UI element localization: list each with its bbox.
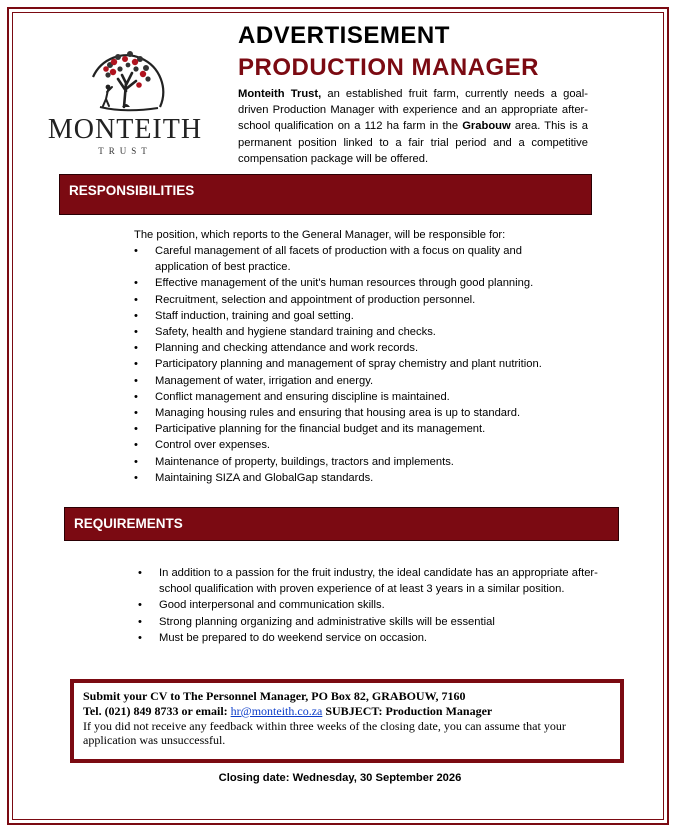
- logo-name: MONTEITH: [47, 114, 203, 145]
- list-item: • Strong planning organizing and administrative skills will be essential: [138, 615, 495, 628]
- list-item: • Maintenance of property, buildings, tractors and implements.: [134, 455, 454, 468]
- requirements-heading: REQUIREMENTS: [64, 507, 619, 541]
- list-item: • Planning and checking attendance and work records.: [134, 342, 419, 355]
- list-item: • Participative planning for the financial budget and its management.: [134, 423, 486, 436]
- responsibilities-heading: RESPONSIBILITIES: [59, 174, 592, 215]
- intro-text-1: an established fruit farm, currently needs a goal-driven Production Manager with experience and an appropriate after-school qualification on a 112 ha farm in the: [238, 88, 588, 133]
- tel-email-line: [83, 704, 620, 719]
- list-item: • Managing housing rules and ensuring that housing area is up to standard.: [134, 407, 521, 420]
- intro-place: Grabouw: [462, 120, 511, 133]
- list-item: • In addition to a passion for the fruit industry, the ideal candidate has an appropriate after-school qualification with proven experience of at least 3 years in a similar position.: [138, 567, 598, 596]
- email-link[interactable]: hr@monteith.co.za: [230, 703, 323, 718]
- responsibilities-lead: The position, which reports to the General Manager, will be responsible for:: [134, 229, 506, 241]
- contact-box: [70, 679, 624, 763]
- intro-paragraph: [238, 86, 588, 167]
- feedback-note: If you did not receive any feedback within three weeks of the closing date, you can assume that your application was unsuccessful.: [83, 718, 566, 748]
- list-item: • Recruitment, selection and appointment of production personnel.: [134, 293, 476, 306]
- logo-subtitle: TRUST: [98, 146, 152, 156]
- list-item: • Control over expenses.: [134, 439, 271, 452]
- intro-text-3: . This is a permanent position linked to a fair trial period and a competitive compensation package will be offered.: [238, 120, 588, 165]
- subject-text: SUBJECT: Production Manager: [322, 703, 493, 718]
- closing-date: Closing date: Wednesday, 30 September 2026: [218, 772, 462, 784]
- tel-text: Tel. (021) 849 8733 or email:: [83, 703, 231, 718]
- list-item: • Good interpersonal and communication skills.: [138, 599, 385, 612]
- list-item: • Careful management of all facets of production with a focus on quality and application of best practice.: [134, 245, 522, 274]
- list-item: • Safety, health and hygiene standard training and checks.: [134, 326, 436, 339]
- page-title: PRODUCTION MANAGER: [238, 54, 539, 81]
- list-item: • Must be prepared to do weekend service on occasion.: [138, 631, 428, 644]
- list-item: • Participatory planning and management of spray chemistry and plant nutrition.: [134, 358, 542, 371]
- list-item: • Conflict management and ensuring discipline is maintained.: [134, 390, 450, 403]
- requirements-list: [138, 565, 598, 646]
- intro-text-2: area: [510, 120, 538, 133]
- list-item: • Maintaining SIZA and GlobalGap standards.: [134, 471, 374, 484]
- list-item: • Effective management of the unit's human resources through good planning.: [134, 277, 534, 290]
- list-item: • Management of water, irrigation and energy.: [134, 374, 374, 387]
- responsibilities-list: [134, 243, 554, 486]
- list-item: • Staff induction, training and goal setting.: [134, 309, 354, 322]
- submit-line: Submit your CV to The Personnel Manager, PO Box 82, GRABOUW, 7160: [83, 689, 466, 703]
- advertisement-label: ADVERTISEMENT: [238, 22, 450, 49]
- company-name: Monteith Trust,: [238, 88, 322, 100]
